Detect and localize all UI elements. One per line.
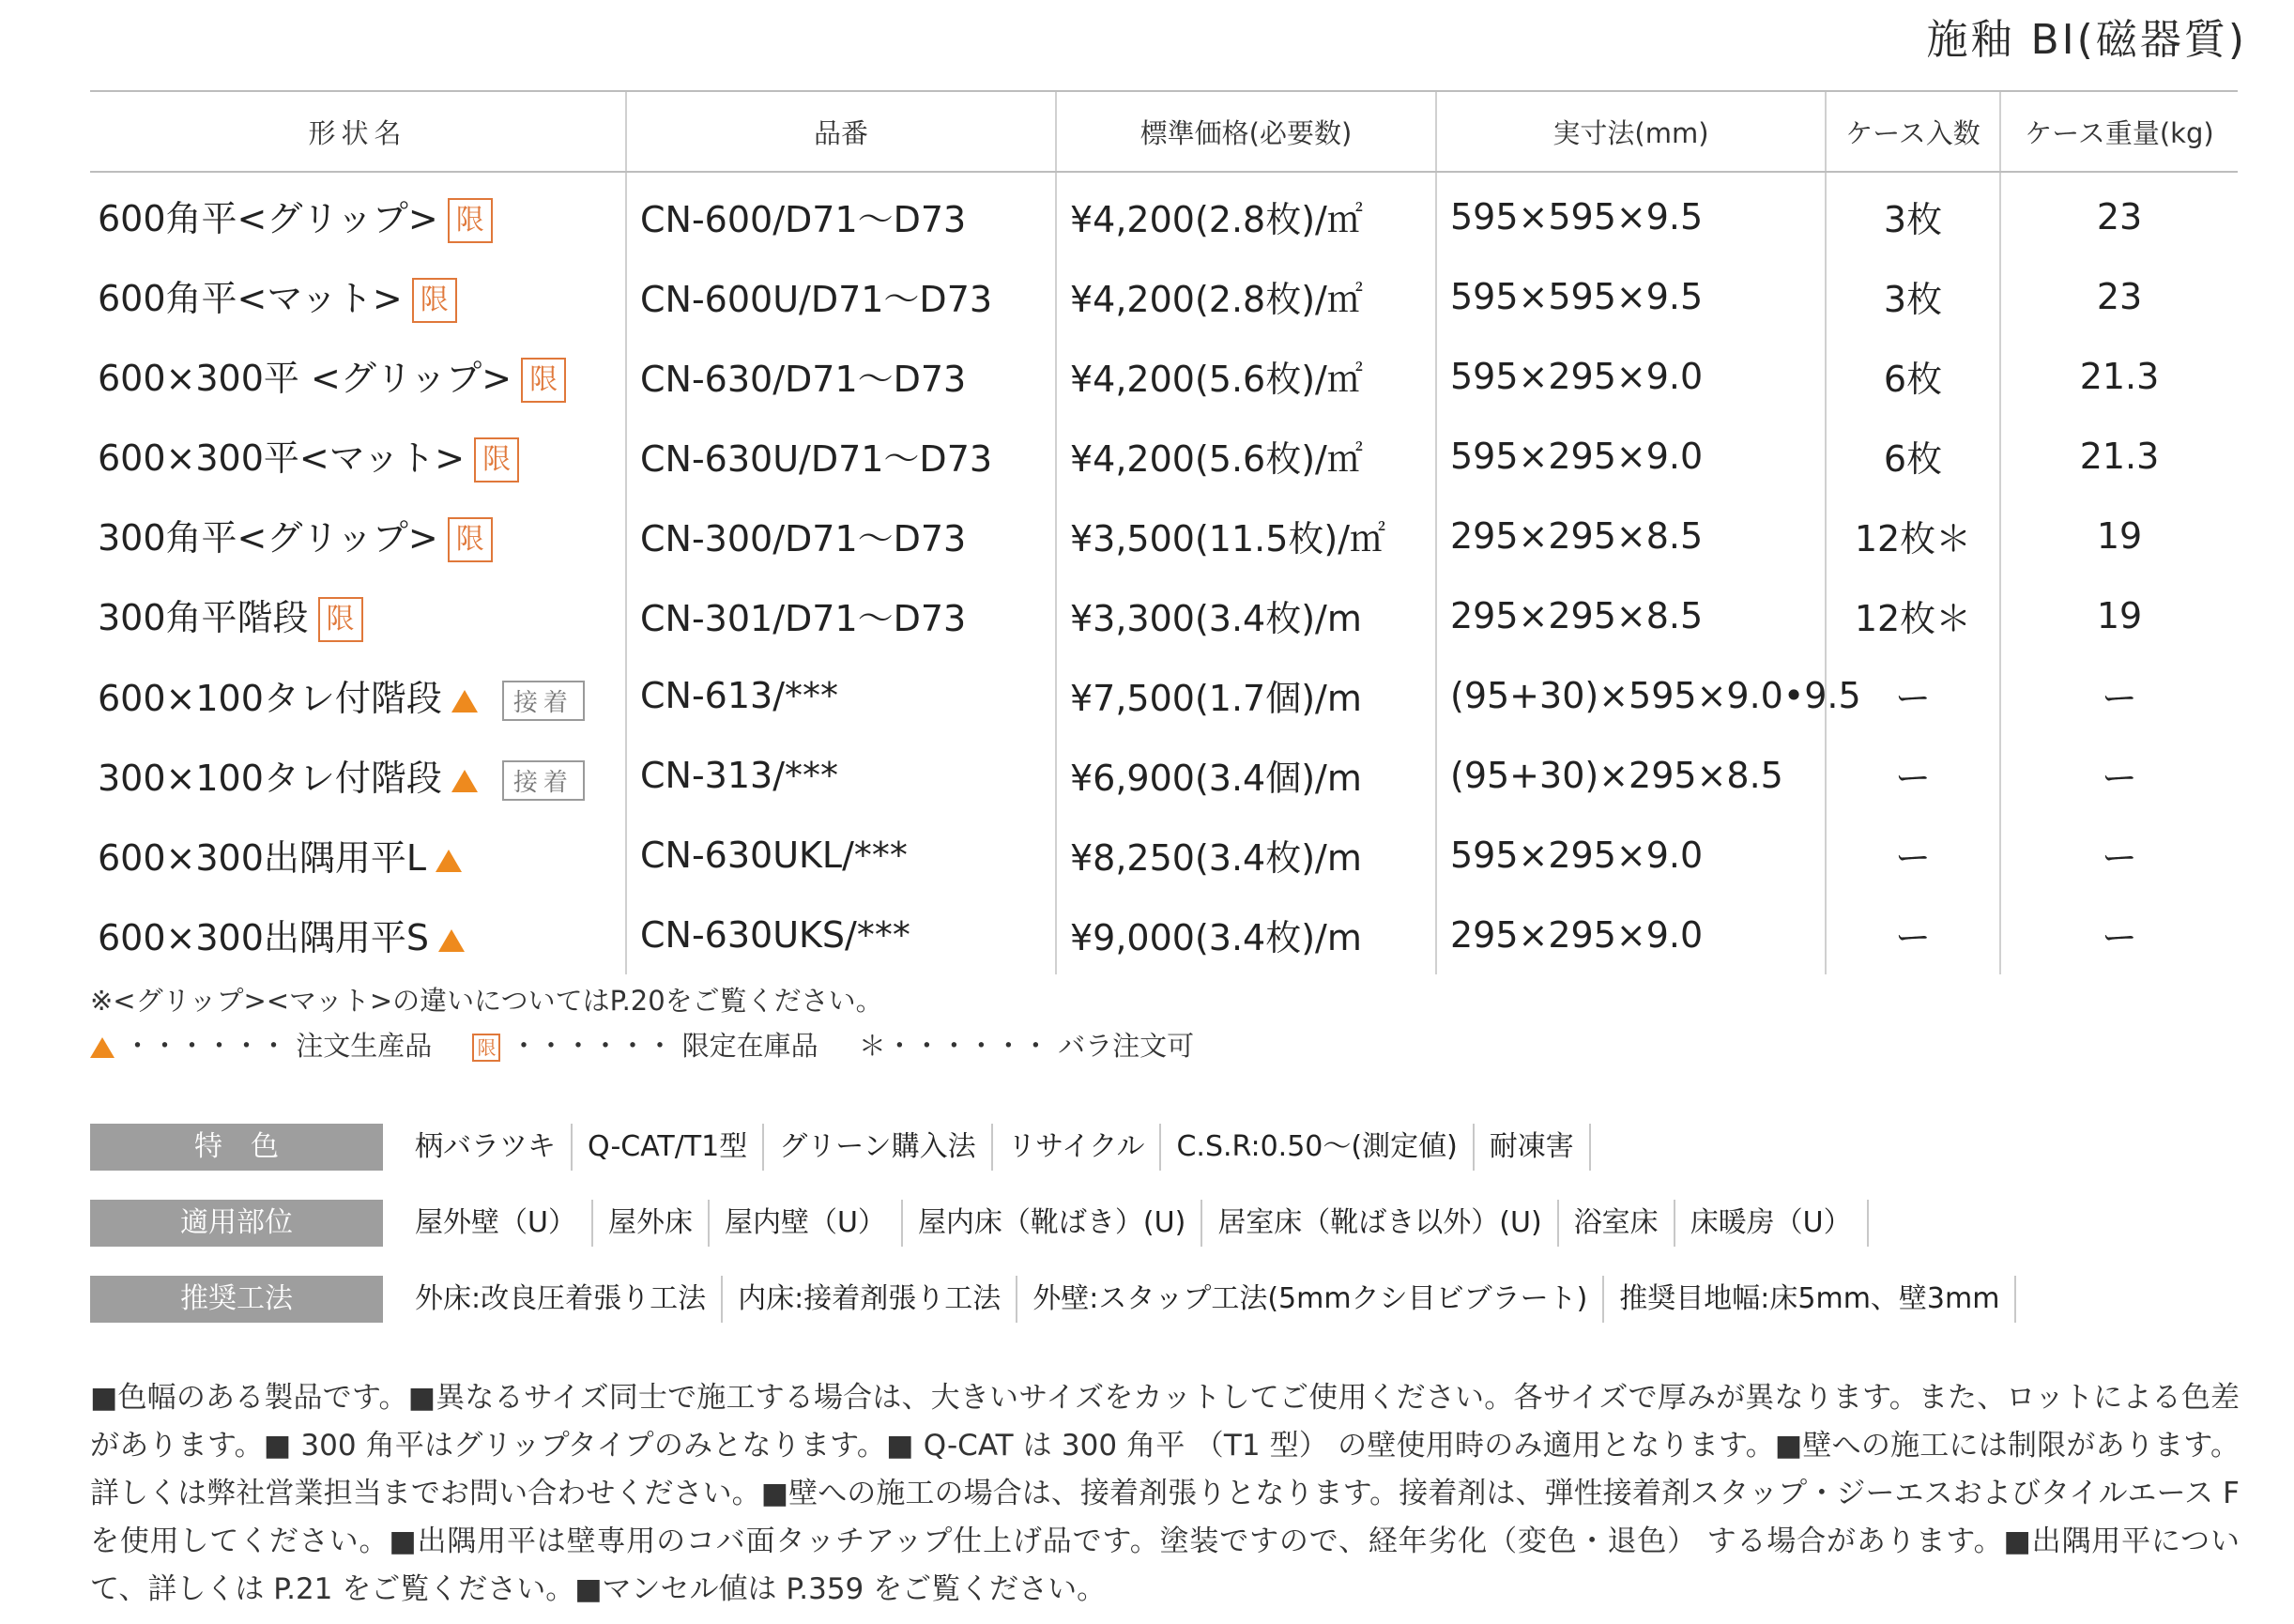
features-row [90, 1124, 1591, 1171]
case-weight: ー [2000, 735, 2238, 815]
product-code: CN-600U/D71〜D73 [626, 256, 1056, 336]
feature-item: C.S.R:0.50〜(測定値) [1161, 1124, 1474, 1171]
method-item: 外壁:スタップ工法(5mmクシ目ビブラート) [1017, 1276, 1604, 1323]
case-weight: ー [2000, 895, 2238, 974]
product-description: ■色幅のある製品です。■異なるサイズ同士で施工する場合は、大きいサイズをカットしてご使用ください。各サイズで厚みが異なります。また、ロットによる色差があります。■ 300 角平はグリップタイプのみとなります。■ Q-CAT は 300 角平 （T1 型） の壁使用時のみ適用となります。■壁への施工には制限があります。詳しくは弊社営業担当までお問い合わせください。■壁への施工の場合は、接着剤張りとなります。接着剤は、弾性接着剤スタップ・ジーエスおよびタイルエース F を使用してください。■出隅用平は壁専用のコバ面タッチアップ仕上げ品です。塗装ですので、経年劣化（変色・退色） する場合があります。■出隅用平について、詳しくは P.21 をご覧ください。■マンセル値は P.359 をご覧ください。 [90, 1381, 2240, 1606]
table-row [90, 256, 2238, 336]
asterisk-icon: ＊ [858, 1030, 886, 1062]
actual-size: (95+30)×295×8.5 [1436, 735, 1826, 815]
standard-price: ¥3,500(11.5枚)/㎡ [1056, 496, 1436, 575]
made-to-order-triangle-icon [451, 690, 478, 712]
product-code: CN-630UKS/*** [626, 895, 1056, 974]
legend-made-to-order [90, 1023, 432, 1068]
area-item: 屋内壁（U） [710, 1200, 903, 1247]
shape-name-cell [90, 496, 626, 575]
area-item: 床暖房（U） [1675, 1200, 1869, 1247]
area-item: 浴室床 [1559, 1200, 1675, 1247]
case-quantity: ー [1826, 655, 2000, 735]
legend [90, 1023, 1226, 1068]
made-to-order-triangle-icon [438, 929, 465, 952]
limited-stock-icon: 限 [472, 1034, 500, 1062]
case-quantity: 12枚＊ [1826, 496, 2000, 575]
made-to-order-triangle-icon [436, 850, 462, 872]
case-weight: 19 [2000, 496, 2238, 575]
made-to-order-triangle-icon [451, 770, 478, 792]
shape-name-cell [90, 735, 626, 815]
method-item: 推奨目地幅:床5mm、壁3mm [1604, 1276, 2016, 1323]
table-row [90, 416, 2238, 496]
shape-name: 600×300平<マット> [98, 437, 466, 479]
feature-item: 耐凍害 [1475, 1124, 1591, 1171]
product-code: CN-630U/D71〜D73 [626, 416, 1056, 496]
actual-size: 295×295×8.5 [1436, 496, 1826, 575]
page-title: 施釉 BⅠ(磁器質) [1926, 16, 2247, 64]
feature-item: リサイクル [993, 1124, 1162, 1171]
table-notes [90, 978, 1226, 1068]
product-code: CN-313/*** [626, 735, 1056, 815]
shape-name: 600×300出隅用平L [98, 837, 427, 879]
product-code: CN-630UKL/*** [626, 815, 1056, 895]
shape-name: 600×100タレ付階段 [98, 678, 442, 719]
header-standard-price: 標準価格(必要数) [1056, 92, 1436, 172]
area-item: 屋外壁（U） [402, 1200, 593, 1247]
case-weight: ー [2000, 815, 2238, 895]
actual-size: 295×295×9.0 [1436, 895, 1826, 974]
table-body [90, 172, 2238, 974]
case-weight: 23 [2000, 256, 2238, 336]
shape-name: 300×100タレ付階段 [98, 758, 442, 799]
table-row [90, 735, 2238, 815]
case-quantity: 6枚 [1826, 416, 2000, 496]
case-weight: 21.3 [2000, 336, 2238, 416]
product-code: CN-301/D71〜D73 [626, 575, 1056, 655]
shape-name-cell [90, 895, 626, 974]
table-row [90, 575, 2238, 655]
triangle-icon [90, 1037, 115, 1058]
shape-name-cell [90, 256, 626, 336]
table-header-row [90, 92, 2238, 172]
shape-name-cell [90, 815, 626, 895]
actual-size: 595×295×9.0 [1436, 815, 1826, 895]
product-code: CN-613/*** [626, 655, 1056, 735]
feature-item: Q-CAT/T1型 [573, 1124, 764, 1171]
table-row [90, 336, 2238, 416]
standard-price: ¥4,200(5.6枚)/㎡ [1056, 336, 1436, 416]
legend-single-order-text: ・・・・・・ バラ注文可 [885, 1030, 1195, 1062]
actual-size: (95+30)×595×9.0•9.5 [1436, 655, 1826, 735]
table-row [90, 655, 2238, 735]
standard-price: ¥7,500(1.7個)/m [1056, 655, 1436, 735]
case-weight: 19 [2000, 575, 2238, 655]
actual-size: 595×295×9.0 [1436, 416, 1826, 496]
product-code: CN-630/D71〜D73 [626, 336, 1056, 416]
standard-price: ¥4,200(2.8枚)/㎡ [1056, 172, 1436, 256]
limited-stock-icon: 限 [474, 437, 519, 483]
table-row [90, 496, 2238, 575]
standard-price: ¥4,200(2.8枚)/㎡ [1056, 256, 1436, 336]
shape-name: 300角平<グリップ> [98, 516, 438, 559]
shape-name: 300角平階段 [98, 596, 309, 638]
limited-stock-icon: 限 [448, 517, 493, 562]
case-quantity: ー [1826, 735, 2000, 815]
applicable-areas-row [90, 1200, 1869, 1247]
legend-limited-stock [472, 1023, 818, 1068]
case-weight: 23 [2000, 172, 2238, 256]
case-quantity: 3枚 [1826, 172, 2000, 256]
method-item: 内床:接着剤張り工法 [723, 1276, 1017, 1323]
standard-price: ¥8,250(3.4枚)/m [1056, 815, 1436, 895]
shape-name: 600×300平 <グリップ> [98, 357, 512, 399]
header-product-code: 品番 [626, 92, 1056, 172]
standard-price: ¥4,200(5.6枚)/㎡ [1056, 416, 1436, 496]
limited-stock-icon: 限 [521, 358, 566, 403]
header-case-quantity: ケース入数 [1826, 92, 2000, 172]
area-item: 屋内床（靴ばき）(U) [903, 1200, 1202, 1247]
case-quantity: ー [1826, 895, 2000, 974]
case-weight: ー [2000, 655, 2238, 735]
product-code: CN-600/D71〜D73 [626, 172, 1056, 256]
limited-stock-icon: 限 [318, 597, 363, 642]
grip-matte-note: ※<グリップ><マット>の違いについてはP.20をご覧ください。 [90, 985, 883, 1017]
method-item: 外床:改良圧着張り工法 [402, 1276, 723, 1323]
case-quantity: 12枚＊ [1826, 575, 2000, 655]
actual-size: 295×295×8.5 [1436, 575, 1826, 655]
legend-single-order [859, 1023, 1194, 1068]
table-row [90, 895, 2238, 974]
shape-name: 600×300出隅用平S [98, 917, 430, 958]
features-label: 特 色 [90, 1124, 383, 1171]
legend-made-to-order-text: ・・・・・・ 注文生産品 [124, 1030, 433, 1062]
legend-limited-stock-text: ・・・・・・ 限定在庫品 [510, 1030, 818, 1062]
limited-stock-icon: 限 [412, 278, 457, 323]
case-quantity: ー [1826, 815, 2000, 895]
limited-stock-icon: 限 [448, 198, 493, 243]
actual-size: 595×595×9.5 [1436, 172, 1826, 256]
header-actual-size: 実寸法(mm) [1436, 92, 1826, 172]
case-weight: 21.3 [2000, 416, 2238, 496]
shape-name-cell [90, 336, 626, 416]
table-row [90, 172, 2238, 256]
adhesive-badge: 接着 [502, 681, 585, 721]
shape-name-cell [90, 416, 626, 496]
actual-size: 595×295×9.0 [1436, 336, 1826, 416]
actual-size: 595×595×9.5 [1436, 256, 1826, 336]
standard-price: ¥9,000(3.4枚)/m [1056, 895, 1436, 974]
header-case-weight: ケース重量(kg) [2000, 92, 2238, 172]
recommended-method-row [90, 1276, 2016, 1323]
table-row [90, 815, 2238, 895]
shape-name: 600角平<グリップ> [98, 197, 438, 239]
case-quantity: 6枚 [1826, 336, 2000, 416]
adhesive-badge: 接着 [502, 760, 585, 801]
feature-item: 柄バラツキ [402, 1124, 573, 1171]
recommended-method-label: 推奨工法 [90, 1276, 383, 1323]
area-item: 居室床（靴ばき以外）(U) [1202, 1200, 1558, 1247]
standard-price: ¥6,900(3.4個)/m [1056, 735, 1436, 815]
shape-name-cell [90, 172, 626, 256]
header-shape-name: 形状名 [90, 92, 626, 172]
area-item: 屋外床 [593, 1200, 710, 1247]
applicable-areas-label: 適用部位 [90, 1200, 383, 1247]
feature-item: グリーン購入法 [764, 1124, 992, 1171]
shape-name: 600角平<マット> [98, 277, 403, 319]
standard-price: ¥3,300(3.4枚)/m [1056, 575, 1436, 655]
case-quantity: 3枚 [1826, 256, 2000, 336]
shape-name-cell [90, 575, 626, 655]
spec-table [90, 92, 2238, 974]
product-code: CN-300/D71〜D73 [626, 496, 1056, 575]
shape-name-cell [90, 655, 626, 735]
